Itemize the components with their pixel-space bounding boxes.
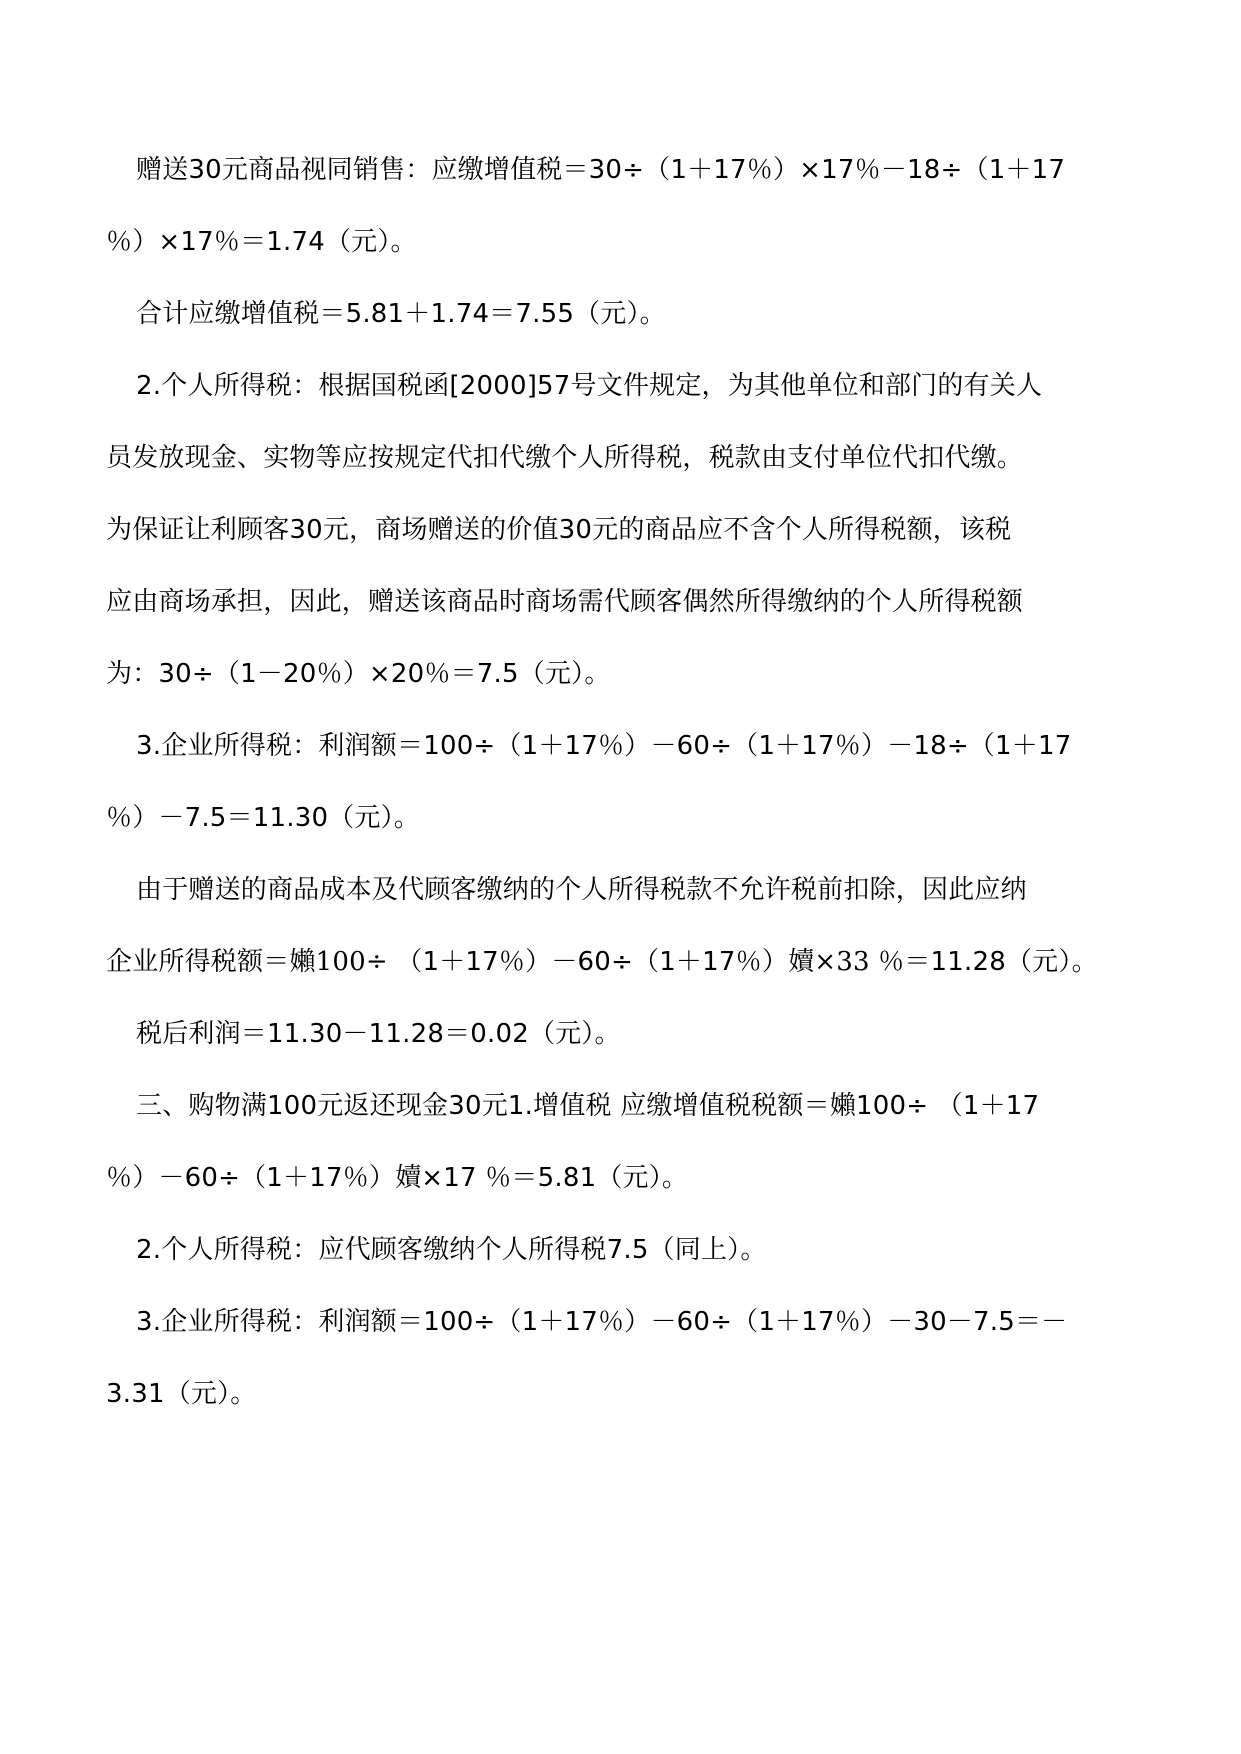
paragraph-line: 合计应缴增值税＝5.81＋1.74＝7.55（元）。 <box>136 299 666 329</box>
paragraph-line: 2.个人所得税：应代顾客缴纳个人所得税7.5（同上）。 <box>136 1235 767 1265</box>
paragraph-line: 由于赠送的商品成本及代顾客缴纳的个人所得税款不允许税前扣除，因此应纳 <box>136 875 1027 905</box>
paragraph-line <box>106 940 1136 984</box>
text-fragment: 企业所得税额＝ <box>106 947 290 977</box>
paragraph-line: ％）×17％＝1.74（元）。 <box>106 227 417 257</box>
text-fragment: （1＋17％）－60÷（1＋17％） <box>387 947 789 977</box>
paragraph-line: 为：30÷（1－20％）×20％＝7.5（元）。 <box>106 659 611 689</box>
paragraph-line: 3.企业所得税：利润额＝100÷（1＋17％）－60÷（1＋17％）－30－7.5＝－ <box>136 1307 1068 1337</box>
paragraph-line: 税后利润＝11.30－11.28＝0.02（元）。 <box>136 1019 621 1049</box>
paragraph-line: 为保证让利顾客30元，商场赠送的价值30元的商品应不含个人所得税额，该税 <box>106 515 1012 545</box>
paragraph-line: ％）－7.5＝11.30（元）。 <box>106 803 420 833</box>
paragraph-line: 员发放现金、实物等应按规定代扣代缴个人所得税，税款由支付单位代扣代缴。 <box>106 443 1024 473</box>
paragraph-line: 应由商场承担，因此，赠送该商品时商场需代顾客偶然所得缴纳的个人所得税额 <box>106 587 1024 617</box>
text-fragment: 嬻×33 <box>788 947 870 977</box>
text-fragment: ％＝11.28（元）。 <box>869 947 1098 977</box>
paragraph-line: 赠送30元商品视同销售：应缴增值税＝30÷（1＋17％）×17％－18÷（1＋17 <box>136 155 1066 185</box>
paragraph-line: 2.个人所得税：根据国税函[2000]57号文件规定，为其他单位和部门的有关人 <box>136 371 1043 401</box>
paragraph-line: 3.企业所得税：利润额＝100÷（1＋17％）－60÷（1＋17％）－18÷（1＋17 <box>136 731 1072 761</box>
paragraph-line: ％）－60÷（1＋17％）嬻×17 ％＝5.81（元）。 <box>106 1163 689 1193</box>
paragraph-line: 3.31（元）。 <box>106 1379 257 1409</box>
paragraph-line: 三、购物满100元返还现金30元1.增值税 应缴增值税税额＝嬾100÷ （1＋17 <box>136 1091 1040 1121</box>
text-fragment: 嬾100÷ <box>289 947 388 977</box>
